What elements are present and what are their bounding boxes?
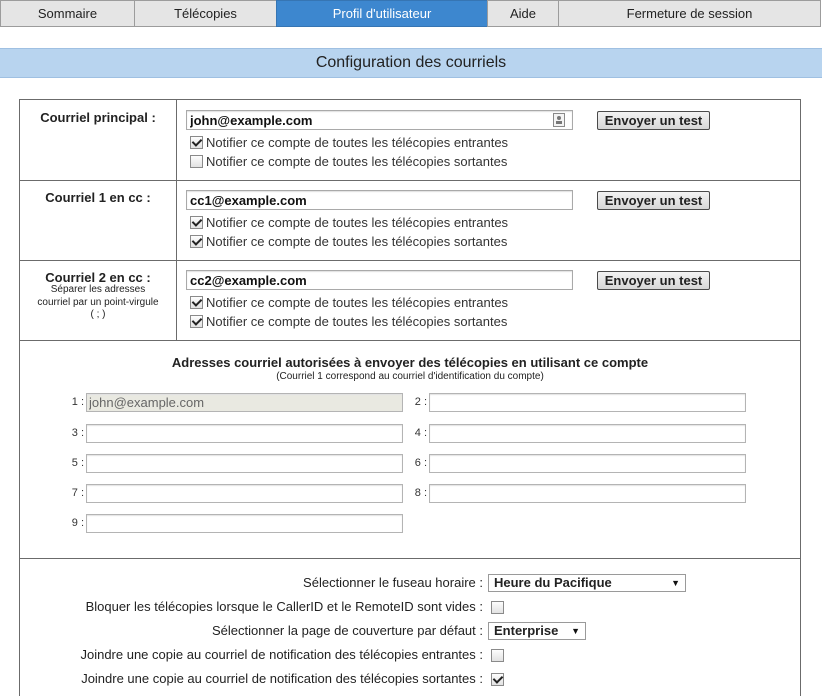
attach-outgoing-label: Joindre une copie au courriel de notification des télécopies sortantes : bbox=[81, 671, 483, 686]
primary-notify-outgoing-label: Notifier ce compte de toutes les télécopies sortantes bbox=[206, 154, 508, 169]
hint-line: ( ; ) bbox=[90, 309, 106, 320]
authorized-email-8[interactable] bbox=[429, 484, 746, 503]
section-header bbox=[0, 48, 822, 78]
chevron-down-icon: ▼ bbox=[671, 578, 680, 588]
section-title: Configuration des courriels bbox=[315, 54, 507, 71]
cover-page-select[interactable] bbox=[488, 622, 586, 640]
cc2-notify-incoming[interactable] bbox=[190, 294, 508, 311]
authorized-email-7[interactable] bbox=[86, 484, 403, 503]
primary-notify-outgoing-checkbox[interactable] bbox=[190, 155, 203, 168]
primary-email-field bbox=[186, 110, 573, 130]
cc2-separator-hint bbox=[20, 284, 176, 322]
authorized-email-5[interactable] bbox=[86, 454, 403, 473]
attach-incoming-checkbox[interactable] bbox=[491, 649, 504, 662]
hint-line: Séparer les adresses bbox=[50, 284, 146, 295]
tab-profil-utilisateur[interactable]: Profil d'utilisateur bbox=[276, 0, 488, 27]
row-divider bbox=[19, 558, 801, 559]
authorized-field-label: 4 : bbox=[414, 427, 427, 439]
cc1-email-input[interactable] bbox=[186, 190, 573, 210]
tab-sommaire[interactable]: Sommaire bbox=[0, 0, 135, 27]
cc1-notify-outgoing-label: Notifier ce compte de toutes les télécopies sortantes bbox=[206, 234, 508, 249]
email-settings-panel bbox=[19, 99, 801, 696]
cc2-notify-outgoing[interactable] bbox=[190, 313, 507, 330]
cc2-send-test-button[interactable]: Envoyer un test bbox=[597, 271, 710, 290]
cc1-notify-outgoing[interactable] bbox=[190, 233, 507, 250]
primary-send-test-button[interactable]: Envoyer un test bbox=[597, 111, 710, 130]
cover-page-select-value: Enterprise bbox=[494, 623, 559, 638]
cc1-notify-incoming[interactable] bbox=[190, 214, 508, 231]
timezone-select-value: Heure du Pacifique bbox=[494, 575, 612, 590]
row-divider bbox=[19, 260, 801, 261]
cc1-notify-incoming-checkbox[interactable] bbox=[190, 216, 203, 229]
cover-page-label: Sélectionner la page de couverture par défaut : bbox=[211, 623, 483, 638]
hint-line: courriel par un point-virgule bbox=[37, 296, 159, 308]
authorized-senders-subtitle: (Courriel 1 correspond au courriel d'identification du compte) bbox=[276, 371, 544, 382]
primary-email-input[interactable] bbox=[186, 110, 573, 130]
authorized-email-2[interactable] bbox=[429, 393, 746, 412]
authorized-field-label: 1 : bbox=[71, 396, 84, 408]
authorized-field-label: 6 : bbox=[414, 457, 427, 469]
cc1-notify-incoming-label: Notifier ce compte de toutes les télécopies entrantes bbox=[206, 215, 509, 230]
cc2-notify-outgoing-checkbox[interactable] bbox=[190, 315, 203, 328]
cc2-email-input[interactable] bbox=[186, 270, 573, 290]
tab-fermeture-session[interactable]: Fermeture de session bbox=[558, 0, 821, 27]
tab-telecopies[interactable]: Télécopies bbox=[134, 0, 277, 27]
attach-incoming-label: Joindre une copie au courriel de notification des télécopies entrantes : bbox=[80, 647, 483, 662]
cc1-email-label: Courriel 1 en cc : bbox=[45, 190, 151, 205]
main-nav bbox=[0, 0, 822, 27]
authorized-field-label: 2 : bbox=[414, 396, 427, 408]
primary-notify-incoming-checkbox[interactable] bbox=[190, 136, 203, 149]
column-divider bbox=[176, 99, 177, 340]
cc2-notify-outgoing-label: Notifier ce compte de toutes les télécopies sortantes bbox=[206, 314, 508, 329]
cc1-email-field bbox=[186, 190, 573, 210]
row-divider bbox=[19, 180, 801, 181]
cc2-email-field bbox=[186, 270, 573, 290]
authorized-field-label: 9 : bbox=[71, 517, 84, 529]
authorized-email-1 bbox=[86, 393, 403, 412]
authorized-email-9[interactable] bbox=[86, 514, 403, 533]
cc2-notify-incoming-label: Notifier ce compte de toutes les télécopies entrantes bbox=[206, 295, 509, 310]
block-empty-ids-checkbox[interactable] bbox=[491, 601, 504, 614]
authorized-field-label: 7 : bbox=[71, 487, 84, 499]
cc2-email-label: Courriel 2 en cc : bbox=[45, 270, 151, 285]
chevron-down-icon: ▼ bbox=[571, 626, 580, 636]
primary-notify-incoming-label: Notifier ce compte de toutes les télécopies entrantes bbox=[206, 135, 509, 150]
authorized-email-4[interactable] bbox=[429, 424, 746, 443]
cc1-send-test-button[interactable]: Envoyer un test bbox=[597, 191, 710, 210]
tab-aide[interactable]: Aide bbox=[487, 0, 559, 27]
contact-card-icon[interactable] bbox=[553, 113, 565, 127]
block-empty-ids-label: Bloquer les télécopies lorsque le CallerID et le RemoteID sont vides : bbox=[85, 599, 483, 614]
attach-outgoing-checkbox[interactable] bbox=[491, 673, 504, 686]
primary-notify-incoming[interactable] bbox=[190, 134, 508, 151]
cc1-notify-outgoing-checkbox[interactable] bbox=[190, 235, 203, 248]
authorized-senders-title: Adresses courriel autorisées à envoyer des télécopies en utilisant ce compte bbox=[171, 355, 649, 370]
primary-notify-outgoing[interactable] bbox=[190, 153, 507, 170]
primary-email-label: Courriel principal : bbox=[40, 110, 156, 125]
timezone-label: Sélectionner le fuseau horaire : bbox=[303, 575, 483, 590]
authorized-field-label: 3 : bbox=[71, 427, 84, 439]
timezone-select[interactable] bbox=[488, 574, 686, 592]
authorized-field-label: 5 : bbox=[71, 457, 84, 469]
row-divider bbox=[19, 340, 801, 341]
authorized-email-6[interactable] bbox=[429, 454, 746, 473]
cc2-notify-incoming-checkbox[interactable] bbox=[190, 296, 203, 309]
authorized-email-3[interactable] bbox=[86, 424, 403, 443]
authorized-field-label: 8 : bbox=[414, 487, 427, 499]
